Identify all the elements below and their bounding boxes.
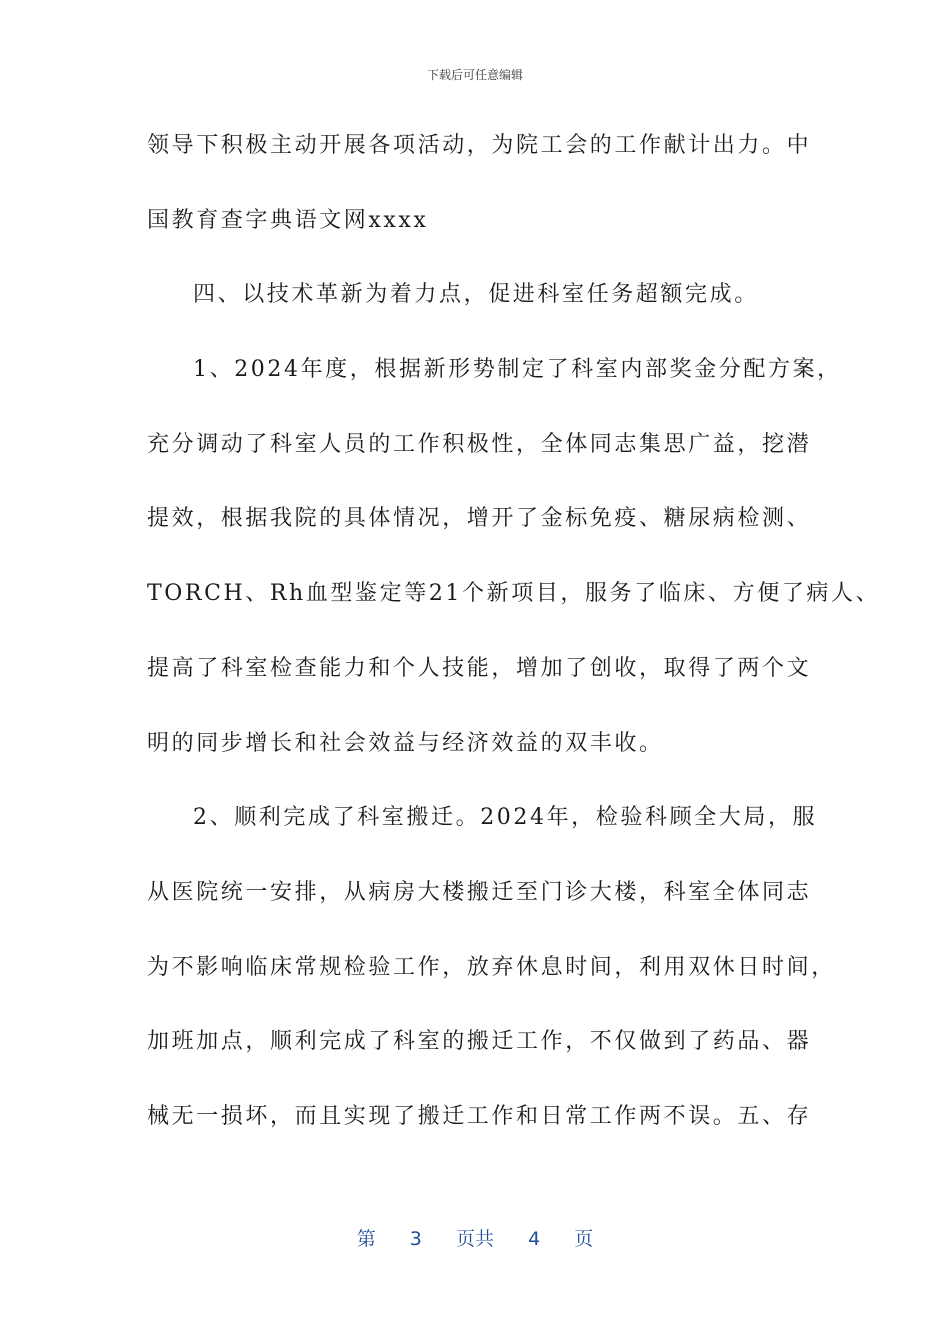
current-page-number: 3 <box>409 1228 422 1250</box>
text-line: 四、以技术革新为着力点，促进科室任务超额完成。 <box>193 282 759 308</box>
text-line: TORCH、Rh血型鉴定等21个新项目，服务了临床、方便了病人、 <box>147 581 881 607</box>
footer-label-total: 页共 <box>455 1228 494 1250</box>
document-body <box>147 120 881 1166</box>
text-line: 充分调动了科室人员的工作积极性，全体同志集思广益，挖潜 <box>147 431 812 457</box>
text-line: 提高了科室检查能力和个人技能，增加了创收，取得了两个文 <box>147 655 812 681</box>
footer-label-end: 页 <box>574 1228 594 1250</box>
page-header: 下载后可任意编辑 <box>426 68 523 82</box>
text-line: 从医院统一安排，从病房大楼搬迁至门诊大楼，科室全体同志 <box>147 879 812 905</box>
text-line: 国教育查字典语文网xxxx <box>147 207 429 233</box>
text-line: 提效，根据我院的具体情况，增开了金标免疫、糖尿病检测、 <box>147 506 812 532</box>
text-line: 领导下积极主动开展各项活动，为院工会的工作献计出力。中 <box>147 133 812 158</box>
text-line: 加班加点，顺利完成了科室的搬迁工作，不仅做到了药品、器 <box>147 1029 812 1055</box>
footer-label-page: 第 <box>356 1228 376 1250</box>
page-footer <box>0 1224 950 1251</box>
text-line: 为不影响临床常规检验工作，放弃休息时间，利用双休日时间， <box>147 954 836 980</box>
text-line: 2、顺利完成了科室搬迁。2024年，检验科顾全大局，服 <box>193 805 818 831</box>
text-line: 1、2024年度，根据新形势制定了科室内部奖金分配方案， <box>193 357 842 383</box>
total-pages-number: 4 <box>528 1228 541 1250</box>
text-line: 明的同步增长和社会效益与经济效益的双丰收。 <box>147 730 664 756</box>
text-line: 械无一损坏，而且实现了搬迁工作和日常工作两不误。五、存 <box>147 1103 812 1129</box>
